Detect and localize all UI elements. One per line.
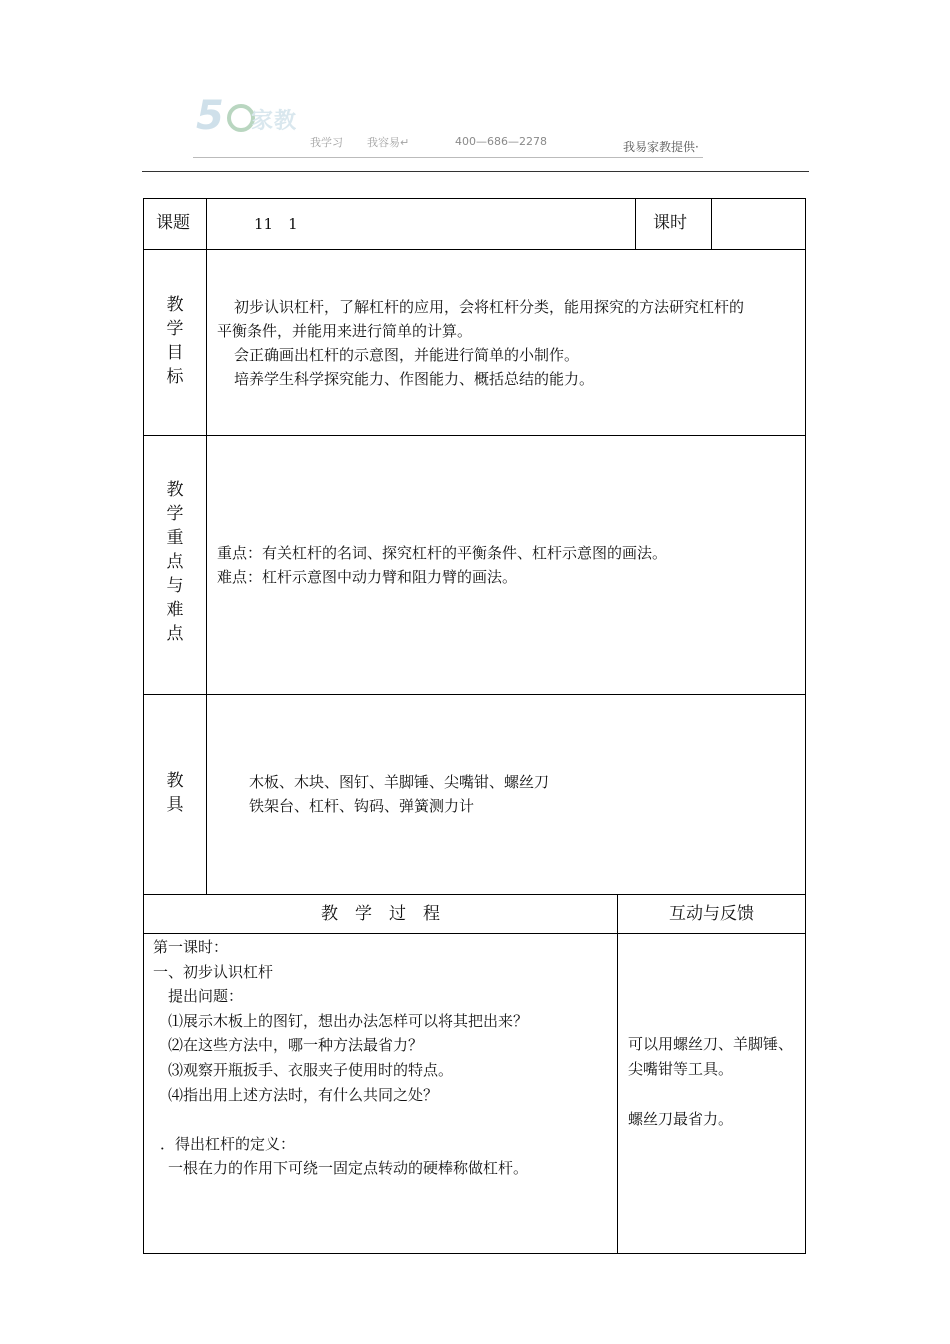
process-text (153, 935, 528, 1181)
slogan-2: 我容易↵ (367, 136, 410, 149)
goals-row (144, 250, 805, 436)
process-line: 第一课时： (153, 938, 229, 956)
process-line (153, 1107, 528, 1132)
tools-text: 木板、木块、图钉、羊脚锤、尖嘴钳、螺丝刀 铁架台、杠杆、钩码、弹簧测力计 (249, 773, 550, 815)
topic-label: 课题 (156, 213, 190, 233)
process-content-row (144, 934, 805, 1253)
phone-number: 400—686—2278 (455, 135, 547, 148)
hours-label: 课时 (653, 213, 687, 233)
tools-label: 教 具 (166, 771, 184, 815)
keypoints-label: 教 学 重 点 与 难 点 (166, 480, 184, 644)
header-underline (193, 157, 703, 158)
process-header: 教 学 过 程 (321, 904, 440, 924)
logo-text: 家教 (251, 109, 298, 134)
process-line: 一根在力的作用下可绕一固定点转动的硬棒称做杠杆。 (153, 1159, 529, 1178)
process-line: ⑶观察开瓶扳手、衣服夹子使用时的特点。 (153, 1060, 454, 1079)
goals-label: 教 学 目 标 (166, 295, 184, 387)
feedback-line: 可以用螺丝刀、羊脚锤、 (628, 1035, 794, 1053)
lesson-plan-table (143, 198, 806, 1254)
feedback-line (628, 1082, 793, 1107)
feedback-text (628, 1032, 793, 1132)
feedback-line: 螺丝刀最省力。 (628, 1110, 734, 1128)
process-line: 一、初步认识杠杆 (153, 962, 274, 981)
topic-row (144, 199, 805, 250)
tools-row (144, 695, 805, 895)
keypoints-text (217, 541, 667, 589)
keypoints-row (144, 436, 805, 695)
page-header (0, 0, 950, 180)
process-line: 提出问题： (153, 987, 244, 1006)
provider-text: 我易家教提供· (623, 140, 699, 154)
feedback-line: 尖嘴钳等工具。 (628, 1060, 734, 1078)
header-rule (142, 171, 809, 172)
difficulty-line: 难点：杠杆示意图中动力臂和阻力臂的画法。 (217, 568, 518, 586)
process-line: ⑴展示木板上的图钉，想出办法怎样可以将其把出来？ (153, 1011, 529, 1030)
keypoint-line: 重点：有关杠杆的名词、探究杠杆的平衡条件、杠杆示意图的画法。 (217, 544, 668, 562)
process-line: ⑵在这些方法中，哪一种方法最省力？ (153, 1036, 424, 1055)
topic-value: 11 1 (254, 215, 298, 233)
slogan-1: 我学习 (310, 136, 343, 149)
process-header-row (144, 895, 805, 934)
logo-number: 5 (196, 93, 220, 139)
process-line: ⑷指出用上述方法时，有什么共同之处？ (153, 1085, 439, 1104)
feedback-header: 互动与反馈 (669, 904, 754, 924)
goals-text: 初步认识杠杆，了解杠杆的应用，会将杠杆分类，能用探究的方法研究杠杆的 平衡条件，并能用来进行简单的计算。 会正确画出杠杆的示意图，并能进行简单的小制作。 培养学生科学探究能力、作图能力、概括总结的能力。 (217, 298, 745, 388)
process-line: ．得出杠杆的定义： (160, 1134, 296, 1153)
